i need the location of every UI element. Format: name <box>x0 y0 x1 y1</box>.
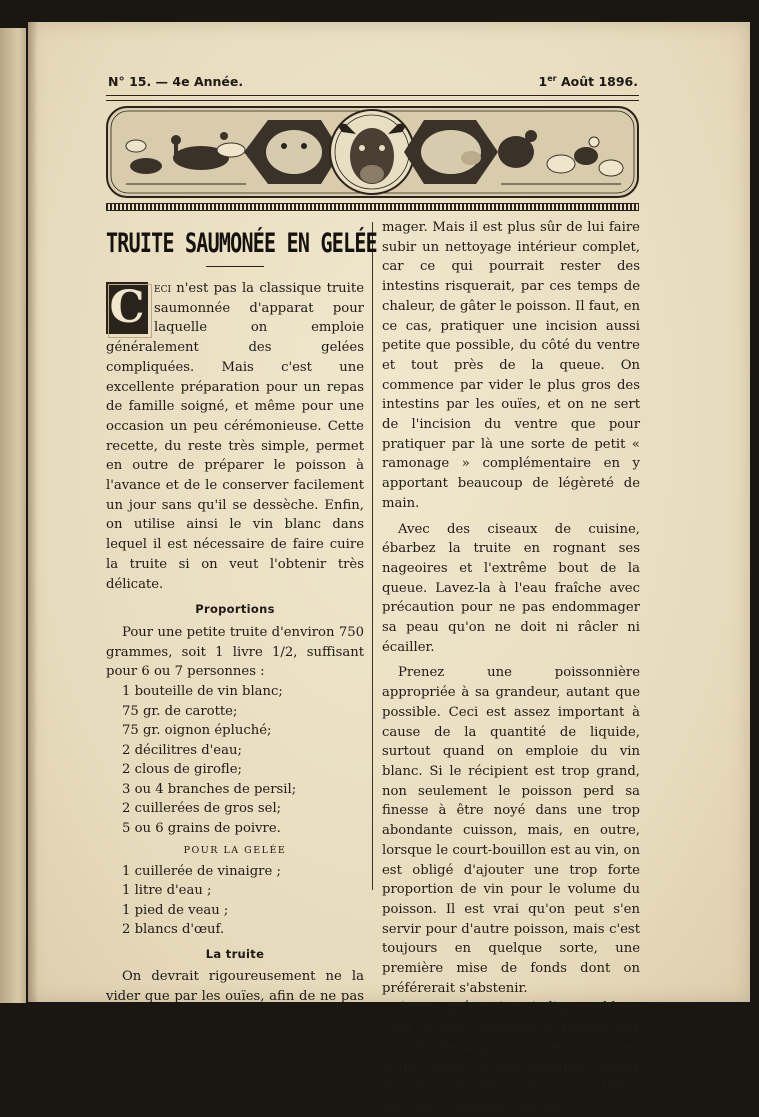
issue-number: N° 15. — 4e Année. <box>108 74 244 89</box>
list-item: 5 ou 6 grains de poivre. <box>122 820 281 836</box>
body-paragraph: Autre précaution indispensable : c'est de bien assujettir le poisson sur la grille de la poissonnière, au moyen d'une légère ficelle enroulée autour de son corps. Ne la serrez pas trop : les chairs gonflant à la cuis- <box>382 1000 640 1114</box>
body-paragraph: Avec des ciseaux de cuisine, ébarbez la truite en rognant ses nageoires et l'extrême bout de la queue. Lavez-la à l'eau fraîche avec précaution pour ne pas endommager sa peau qu'on ne doit ni râcler ni écailler. <box>382 521 640 655</box>
body-paragraph: Prenez une poissonnière appropriée à sa grandeur, autant que possible. Ceci est assez important à cause de la quantité de liquide, surtout quand on emploie du vin blanc. Si le récipient est trop grand, non seulement le poisson perd sa finesse à être noyé dans une trop abondante cuisson, mais, en outre, lorsque le court-bouillon est au vin, on est obligé d'ajouter une trop forte proportion de vin pour le volume du poisson. Il est vrai qu'on peut s'en servir pour d'autre poisson, mais c'est toujours en quelque sorte, une première mise de fonds dont on préférerait s'abstenir. <box>382 665 640 996</box>
gelee-ingredients-list <box>106 862 364 940</box>
truite-heading: La truite <box>205 946 265 961</box>
ingredients-list <box>106 682 364 838</box>
list-item: 75 gr. oignon épluché; <box>122 723 272 739</box>
list-item: 1 litre d'eau ; <box>122 883 212 899</box>
title-underline <box>206 266 264 267</box>
gelee-heading: POUR LA GELÉE <box>183 845 287 857</box>
left-column <box>106 228 377 1027</box>
list-item: 2 décilitres d'eau; <box>122 742 242 758</box>
intro-paragraph: C eci n'est pas la classique truite saumonnée d'apparat pour laquelle on emploie généralement des gelées compliquées. Mais c'est une excellente préparation pour un repas de famille soigné, et même pour une occasion un peu cérémonieuse. Cette recette, du reste très simple, permet en outre de préparer le poisson à l'avance et de le conserver facilement un jour sans qu'il se dessèche. Enfin, on utilise ainsi le vin blanc dans lequel il est nécessaire de faire cuire la truite si on veut l'obtenir très délicate. <box>106 281 364 592</box>
list-item: 75 gr. de carotte; <box>122 703 238 719</box>
list-item: 1 cuillerée de vinaigre ; <box>122 863 281 879</box>
proportions-heading: Proportions <box>195 602 275 617</box>
ornamental-rule <box>106 203 639 211</box>
list-item: 3 ou 4 branches de persil; <box>122 781 297 797</box>
list-item: 1 pied de veau ; <box>122 902 229 918</box>
article-title: TRUITE SAUMONÉE EN GELÉE <box>106 228 377 259</box>
previous-page-edge <box>0 28 26 1003</box>
issue-date: 1er Août 1896. <box>538 74 638 90</box>
farm-animals-banner-icon <box>106 106 639 198</box>
list-item: 2 blancs d'œuf. <box>122 922 225 938</box>
list-item: 2 cuillerées de gros sel; <box>122 801 282 817</box>
page-gutter-shadow <box>28 22 38 1002</box>
right-column <box>382 218 640 1117</box>
header-rule <box>106 95 639 101</box>
truite-paragraph: On devrait rigoureusement ne la vider que par les ouïes, afin de ne pas l'endom- <box>106 969 364 1024</box>
page-header <box>108 74 638 94</box>
column-divider <box>372 222 373 890</box>
list-item: 2 clous de girofle; <box>122 762 242 778</box>
list-item: 1 bouteille de vin blanc; <box>122 684 283 700</box>
proportions-intro: Pour une petite truite d'environ 750 grammes, soit 1 livre 1/2, suffisant pour 6 ou 7 personnes : <box>106 624 364 680</box>
body-paragraph: mager. Mais il est plus sûr de lui faire subir un nettoyage intérieur complet, car ce qui pourrait rester des intestins risquerait, par ces temps de chaleur, de gâter le poisson. Il faut, en ce cas, pratiquer une incision aussi petite que possible, du côté du ventre et tout près de la queue. On commence par vider le plus gros des intestins par les ouïes, et on ne sert de l'incision du ventre que pour pratiquer par là une sorte de petit « ramonage » complémentaire en y apportant beaucoup de légèreté de main. <box>382 220 640 511</box>
dropcap-initial: C <box>106 282 148 334</box>
